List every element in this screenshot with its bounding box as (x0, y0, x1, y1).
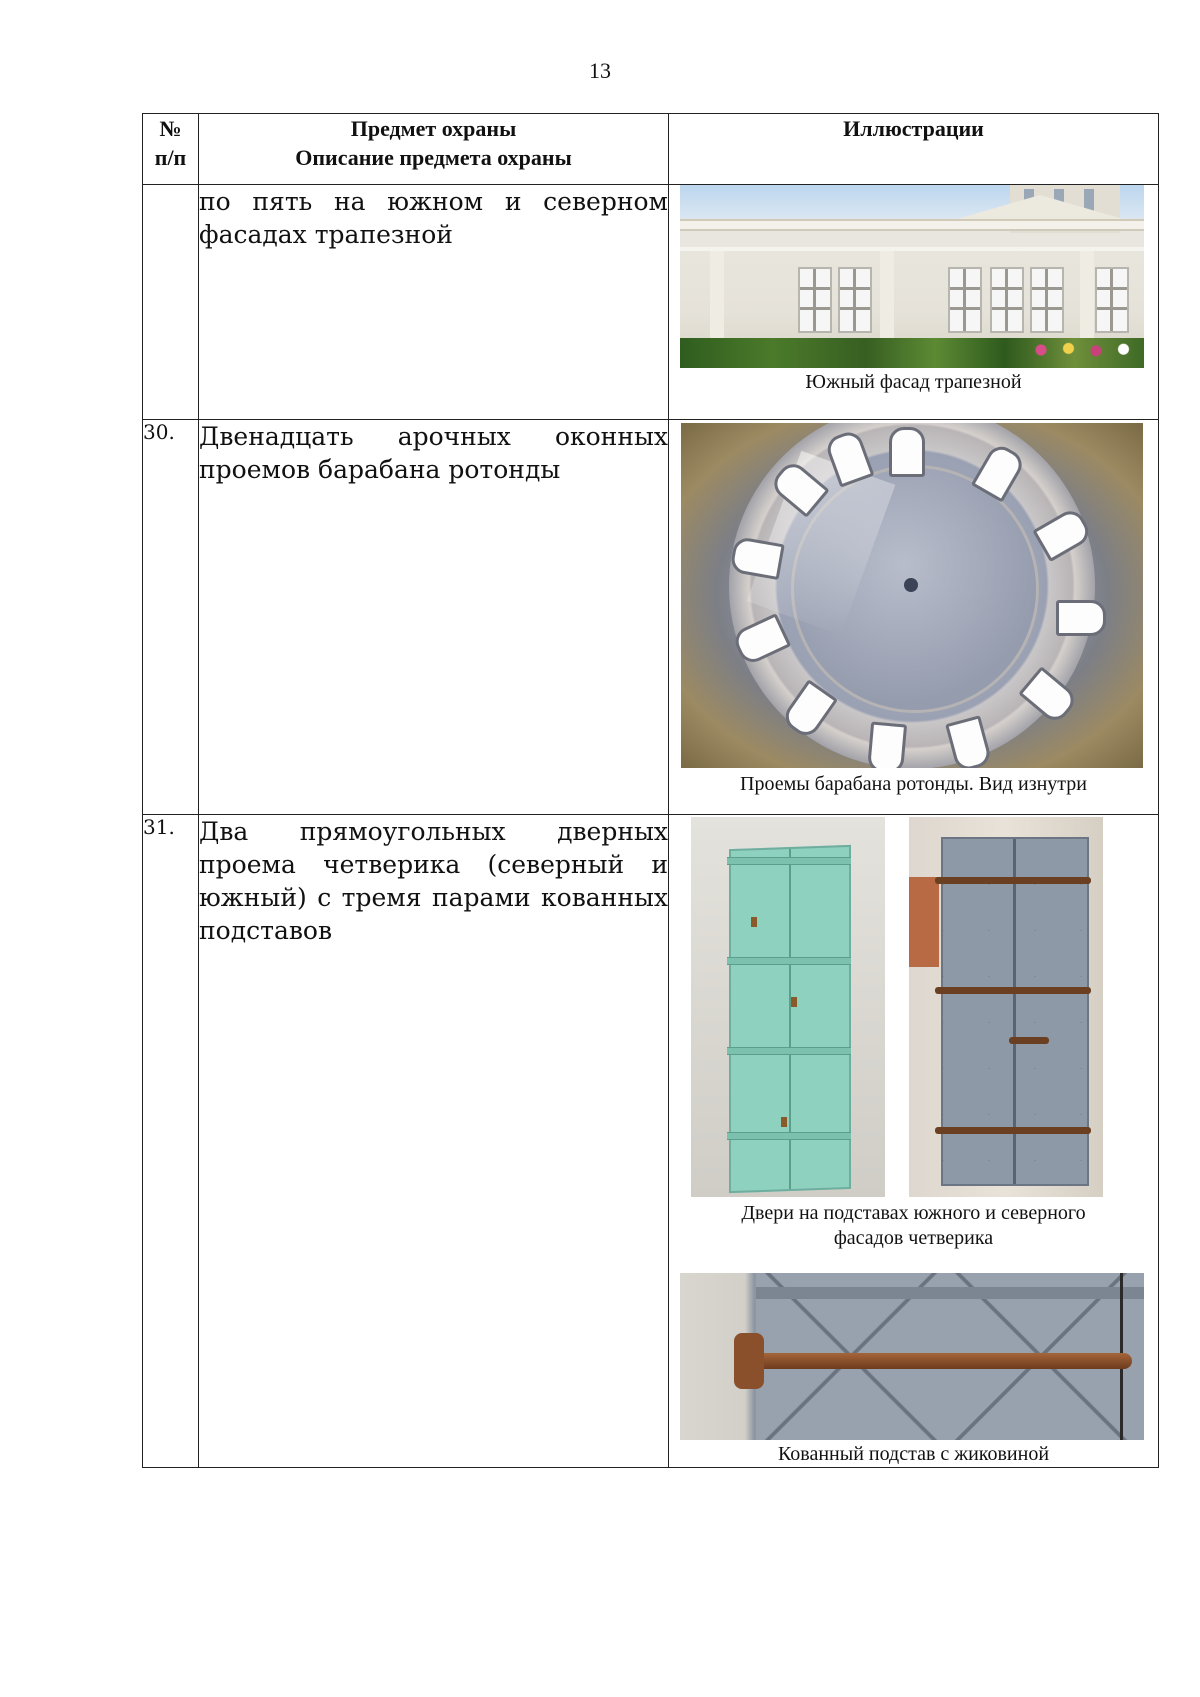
rotunda-drum-interior-photo (681, 423, 1143, 768)
row-illustration (669, 185, 1159, 420)
illustration-caption: Двери на подставах южного и северного (741, 1202, 1086, 1224)
header-description-line2: Описание предмета охраны (295, 145, 572, 170)
row-number: 30. (143, 420, 199, 815)
header-number (143, 114, 199, 185)
forged-hinge-photo (680, 1273, 1144, 1440)
illustration-caption: Проемы барабана ротонды. Вид изнутри (740, 773, 1087, 795)
doors-photo-pair (691, 817, 1103, 1197)
row-description: Двенадцать арочных оконных проемов барабана ротонды (199, 420, 669, 815)
page-number: 13 (589, 58, 611, 83)
table-row (143, 420, 1159, 815)
protection-subjects-table (142, 113, 1159, 1468)
table-row (143, 815, 1159, 1468)
illustration-caption: Южный фасад трапезной (805, 371, 1022, 393)
header-description-line1: Предмет охраны (350, 116, 517, 141)
header-number-line1: № (159, 116, 182, 141)
row-number: 31. (143, 815, 199, 1468)
table-row (143, 185, 1159, 420)
row-illustration (669, 420, 1159, 815)
row-description: по пять на южном и северном фасадах трапезной (199, 185, 669, 420)
row-description: Два прямоугольных дверных проема четверика (северный и южный) с тремя парами кованных подставов (199, 815, 669, 1468)
table-header-row (143, 114, 1159, 185)
north-door-photo (909, 817, 1103, 1197)
header-description (199, 114, 669, 185)
south-facade-photo (680, 185, 1144, 368)
illustration-caption: Кованный подстав с жиковиной (777, 1443, 1050, 1465)
header-number-line2: п/п (154, 145, 187, 170)
header-illustrations: Иллюстрации (669, 114, 1159, 185)
row-number (143, 185, 199, 420)
south-door-photo (691, 817, 885, 1197)
row-illustration (669, 815, 1159, 1468)
illustration-caption: фасадов четверика (833, 1227, 994, 1249)
